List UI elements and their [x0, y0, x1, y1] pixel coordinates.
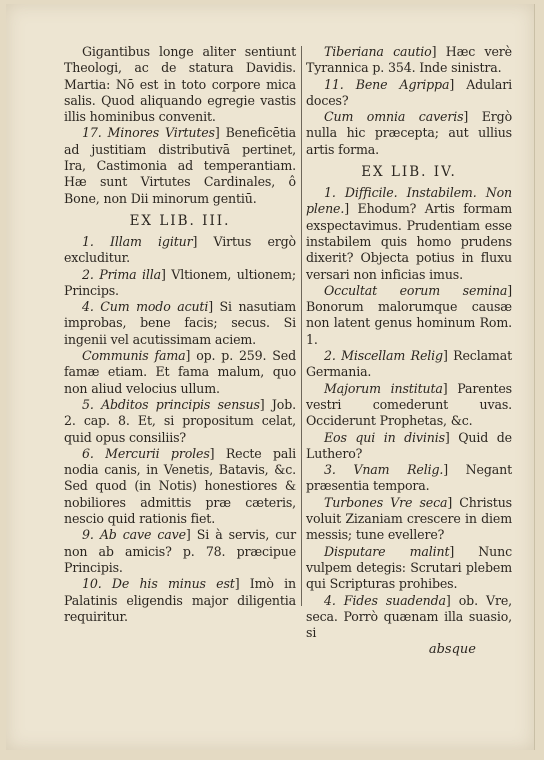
note-number: 11.	[324, 76, 356, 92]
catchword: absque	[428, 642, 476, 657]
right-column	[306, 44, 512, 641]
note-lemma: Abditos principis sensus	[101, 396, 260, 412]
note-paragraph	[306, 381, 512, 430]
note-number: 2.	[82, 266, 100, 282]
note-lemma: Cum omnia caveris	[324, 109, 464, 125]
note-paragraph	[306, 109, 512, 158]
note-text: ] Vltionem, ultionem; Princips.	[64, 266, 296, 298]
note-paragraph	[64, 234, 296, 267]
left-column	[64, 44, 296, 625]
note-paragraph	[306, 544, 512, 593]
note-text: ] Beneficētia ad justitiam distributivā pertinet, Ira, Castimonia ad temperantiam. Hæ sunt Virtutes Cardinales, ô Bone, non Dii minorum gentiū.	[64, 125, 296, 206]
note-text: ] Negant præsentia tempora.	[306, 462, 512, 494]
note-text: ] Parentes vestri comederunt uvas. Occiderunt Prophetas, &c.	[306, 380, 512, 429]
note-lemma: Tiberiana cautio	[324, 44, 432, 59]
note-text: ] Job. 2. cap. 8. Et, si propositum celat, quid opus consiliis?	[64, 396, 296, 445]
note-lemma: Difficile. Instabilem. Non plene.	[306, 185, 512, 217]
note-lemma: Illam igitur	[110, 233, 193, 249]
note-text: ] Imò in Palatinis eligendis major diligentia requiritur.	[64, 576, 296, 624]
note-paragraph	[306, 283, 512, 348]
note-text: ] Quid de Luthero?	[306, 429, 512, 461]
note-lemma: Ab cave cave	[99, 527, 186, 543]
note-text: ] Si à servis, cur non ab amicis? p. 78. præcipue Principis.	[64, 527, 296, 575]
note-number: 6.	[82, 445, 106, 461]
note-number: 5.	[82, 396, 102, 412]
note-lemma: Disputare malint	[324, 543, 450, 559]
note-paragraph	[64, 576, 296, 625]
column-divider	[301, 46, 302, 606]
note-lemma: Turbones Vre seca	[324, 494, 448, 510]
note-text: ] Nunc vulpem detegis: Scrutari plebem qui Scripturas prohibes.	[306, 543, 512, 592]
note-lemma: Majorum instituta	[324, 380, 443, 396]
note-text: ] Bonorum malorumque causæ non latent genus hominum Rom. 1.	[306, 282, 512, 347]
note-lemma: Eos qui in divinis	[324, 429, 445, 445]
note-number: 17.	[82, 125, 108, 141]
note-lemma: Miscellam Relig	[341, 348, 443, 364]
note-paragraph	[64, 267, 296, 300]
note-number: 2.	[324, 348, 342, 364]
note-lemma: Prima illa	[99, 266, 161, 282]
note-paragraph	[64, 527, 296, 576]
note-lemma: De his minus est	[111, 576, 235, 592]
note-paragraph	[64, 299, 296, 348]
note-paragraph	[306, 185, 512, 283]
note-text: Gigantibus longe aliter sentiunt Theologi, ac de statura Davidis. Martia: Nō est in toto corpore mica salis. Quod aliquando egregie vastis illis hominibus convenit.	[64, 44, 296, 125]
note-lemma: Cum modo acuti	[100, 299, 209, 315]
note-paragraph	[64, 348, 296, 397]
book-page	[6, 4, 535, 750]
note-lemma: Occultat eorum semina	[324, 282, 508, 298]
note-text: ] Adulari doces?	[306, 76, 513, 108]
note-text: ] Ehodum? Artis formam exspectavimus. Prudentiam esse instabilem quis homo prudens dixerit? Objecta potius in fluxu versari non inficias imus.	[306, 201, 512, 282]
note-text: ] Ergò nulla hic præcepta; aut ullius artis forma.	[306, 109, 512, 157]
section-heading: EX LIB. III.	[129, 212, 231, 229]
note-paragraph	[64, 44, 296, 125]
note-lemma: Fides suadenda	[343, 592, 446, 608]
note-paragraph	[306, 462, 512, 495]
note-text: ] Si nasutiam improbas, bene facis; secus. Si ingenii vel acutissimam aciem.	[64, 299, 296, 347]
section-heading: EX LIB. IV.	[361, 164, 457, 181]
note-lemma: Vnam Relig.	[353, 462, 444, 478]
note-number: 1.	[82, 233, 111, 249]
note-paragraph	[64, 397, 296, 446]
note-lemma: Minores Virtutes	[107, 125, 215, 141]
note-lemma: Mercurii proles	[105, 445, 210, 461]
note-number: 10.	[82, 576, 112, 592]
note-number: 1.	[324, 185, 345, 201]
note-number: 4.	[324, 592, 344, 608]
note-text: ] Hæc verè Tyrannica p. 354. Inde sinistra.	[306, 44, 512, 76]
note-text: ] ob. Vre, seca. Porrò quænam illa suasio, si	[306, 592, 512, 641]
note-paragraph	[64, 446, 296, 527]
note-text: ] Recte pali nodia canis, in Venetis, Batavis, &c. Sed quod (in Notis) honestiores & nobiliores admittis præ cæteris, nescio quid rationis fiet.	[64, 445, 296, 527]
note-text: ] Reclamat Germania.	[306, 348, 512, 380]
note-paragraph	[64, 125, 296, 206]
note-number: 4.	[82, 299, 101, 315]
note-lemma: Bene Agrippa	[355, 76, 450, 92]
note-paragraph	[306, 348, 512, 381]
note-paragraph	[306, 77, 512, 110]
note-paragraph	[306, 430, 512, 463]
note-paragraph	[306, 593, 512, 642]
note-number: 3.	[324, 462, 354, 478]
note-text: ] op. p. 259. Sed famæ etiam. Et fama malum, quo non aliud velocius ullum.	[64, 348, 296, 396]
note-paragraph	[306, 495, 512, 544]
note-text: ] Christus voluit Zizaniam crescere in diem messis; tune evellere?	[306, 494, 512, 543]
note-paragraph	[306, 44, 512, 77]
note-lemma: Communis fama	[82, 348, 186, 364]
note-text: ] Virtus ergò excluditur.	[64, 233, 296, 266]
note-number: 9.	[82, 527, 100, 543]
